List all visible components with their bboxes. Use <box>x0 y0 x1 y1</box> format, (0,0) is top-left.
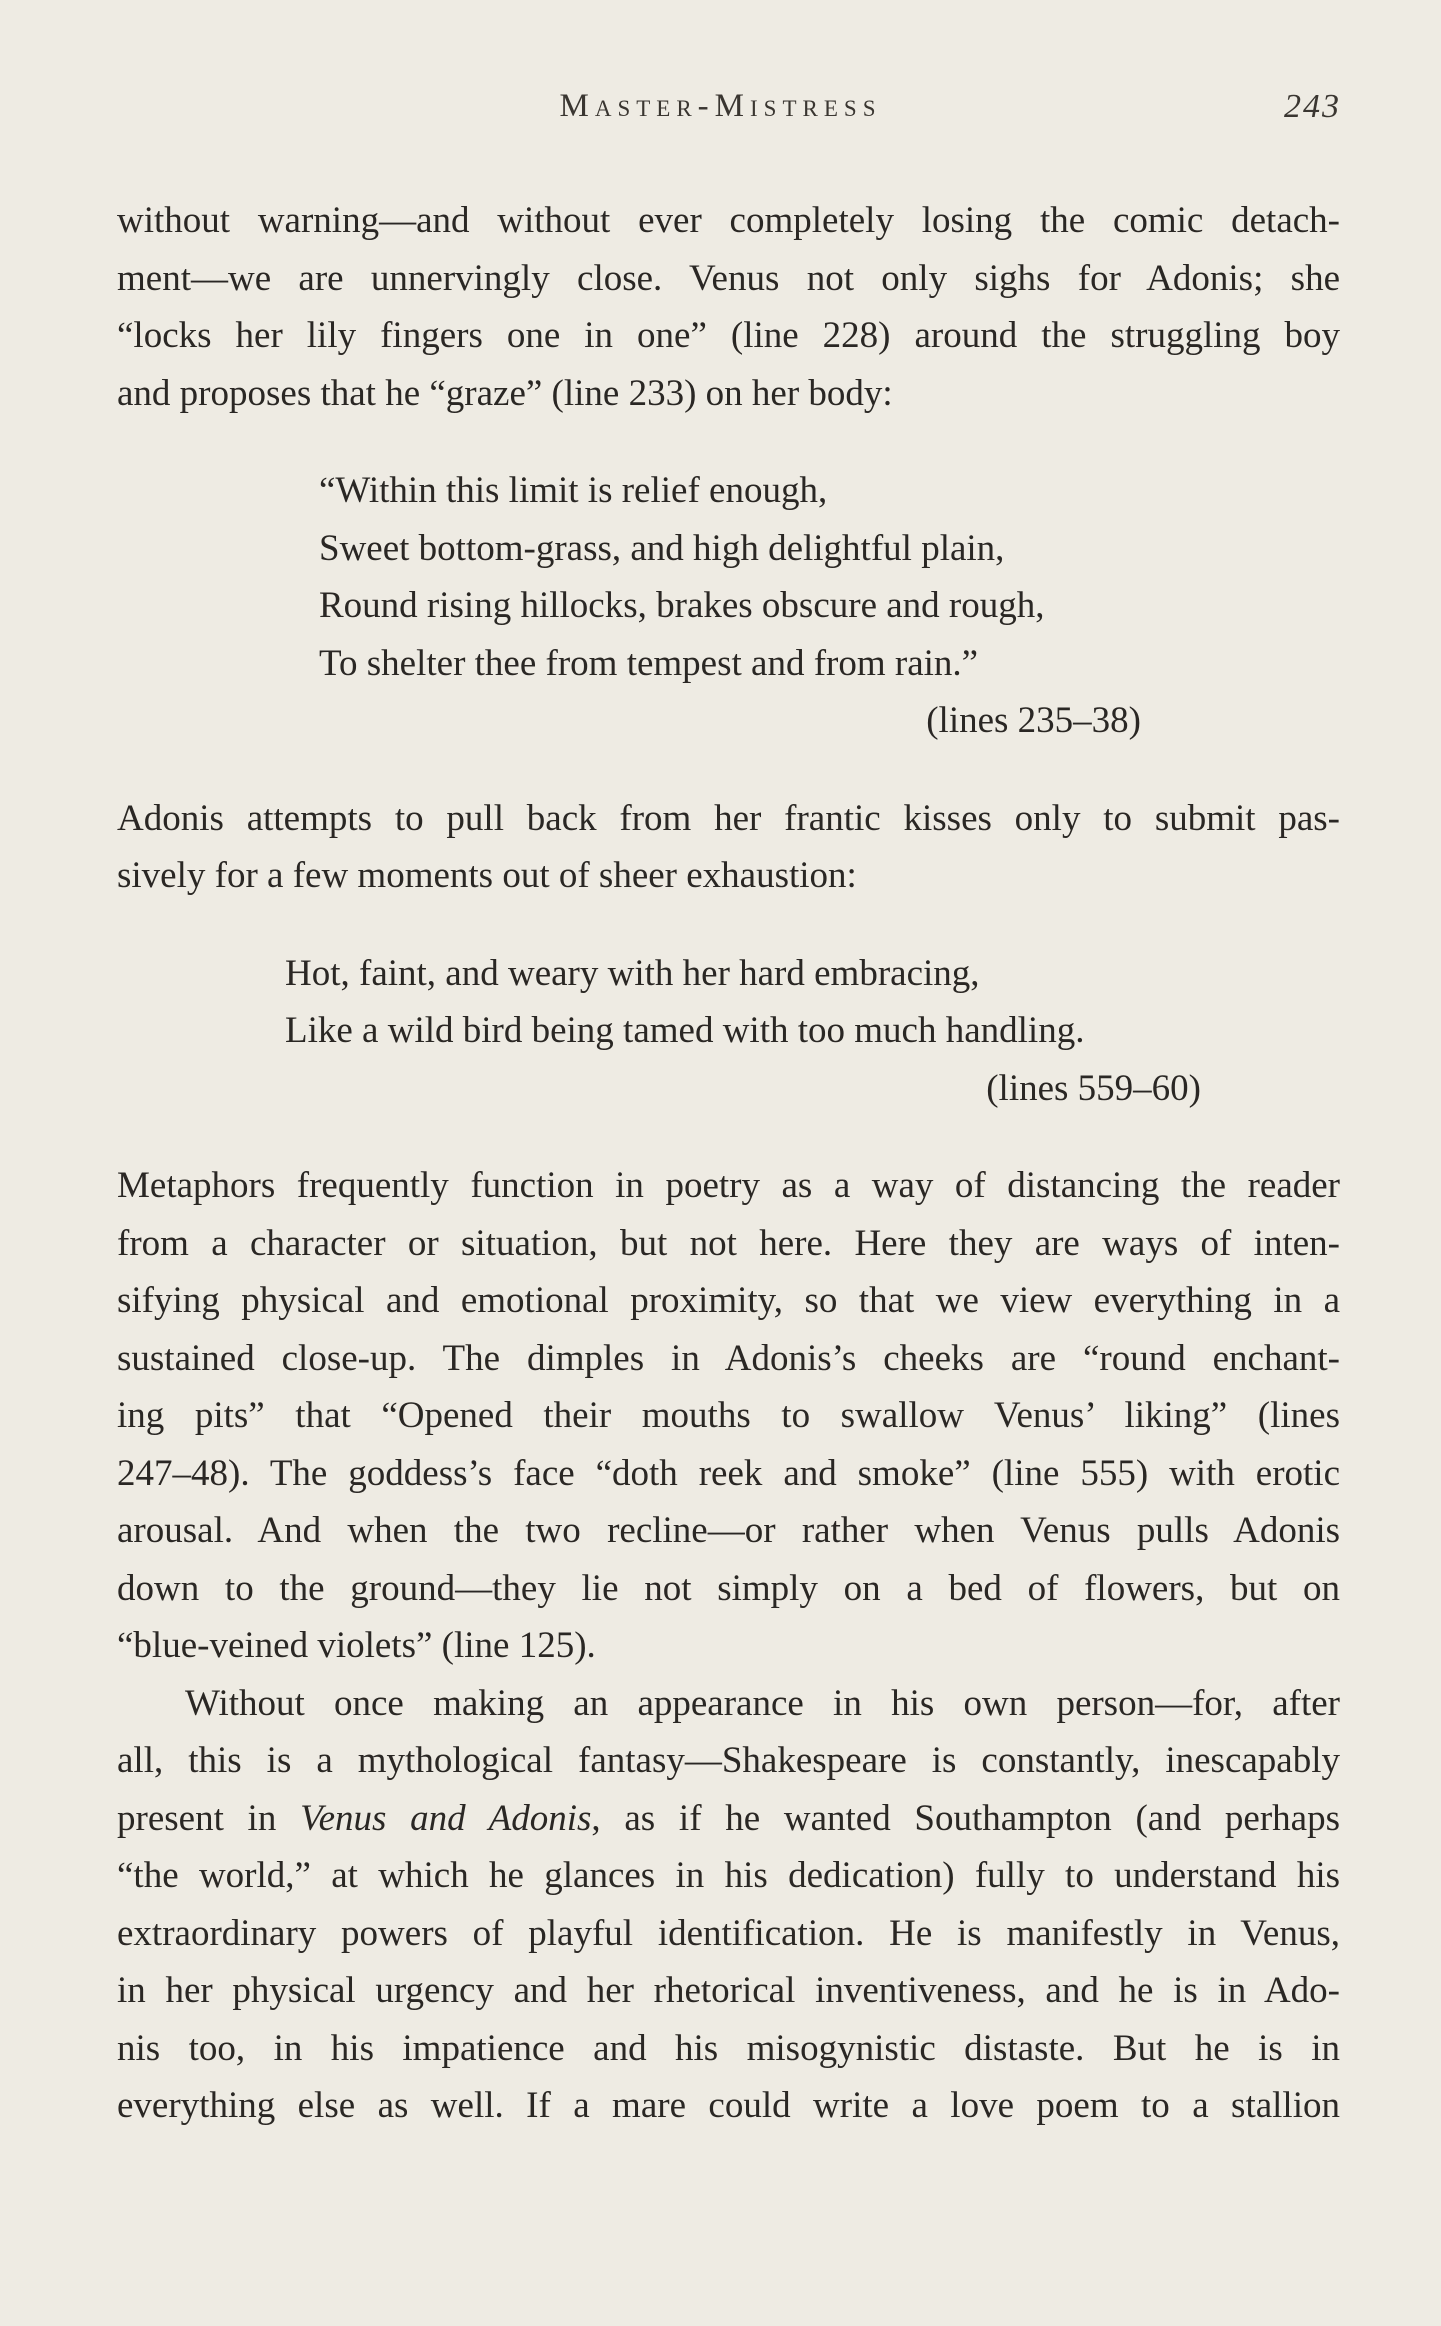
text-line: sively for a few moments out of sheer exhaustion: <box>117 855 857 896</box>
verse-line: “Within this limit is relief enough, <box>319 470 828 511</box>
page-number: 243 <box>1284 88 1341 125</box>
verse-line: Sweet bottom-grass, and high delightful plain, <box>319 527 1005 569</box>
text-line: without warning—and without ever completely losing the comic detach- <box>117 200 1340 241</box>
text-line: Without once making an appearance in his own person—for, after <box>185 1682 1340 1724</box>
text-line: 247–48). The goddess’s face “doth reek and smoke” (line 555) with erotic <box>117 1452 1340 1494</box>
block-quote-1 <box>319 462 1141 750</box>
text-line: “blue-veined violets” (line 125). <box>117 1625 596 1666</box>
text-line: all, this is a mythological fantasy—Shakespeare is constantly, inescapably <box>117 1740 1340 1781</box>
text-line: in her physical urgency and her rhetorical inventiveness, and he is in Ado- <box>117 1970 1340 2011</box>
running-title: Master-Mistress <box>559 88 882 124</box>
body-text <box>117 192 1340 2135</box>
text-line: everything else as well. If a mare could write a love poem to a stallion <box>117 2085 1340 2126</box>
paragraph-1 <box>117 192 1340 422</box>
text-line: extraordinary powers of playful identification. He is manifestly in Venus, <box>117 1912 1340 1954</box>
text-line: sustained close-up. The dimples in Adonis’s cheeks are “round enchant- <box>117 1337 1340 1379</box>
work-title: Venus and Adonis <box>300 1797 592 1839</box>
verse-line: Like a wild bird being tamed with too much handling. <box>285 1010 1085 1051</box>
running-head <box>0 88 1441 138</box>
quote-citation: (lines 559–60) <box>986 1067 1201 1109</box>
quote-citation: (lines 235–38) <box>926 700 1141 741</box>
text-fragment: , as if he wanted Southampton (and perhaps <box>591 1797 1341 1839</box>
text-line: ing pits” that “Opened their mouths to swallow Venus’ liking” (lines <box>117 1395 1340 1436</box>
paragraph-3 <box>117 1157 1340 1675</box>
text-line: nis too, in his impatience and his misogynistic distaste. But he is in <box>117 2027 1340 2069</box>
text-line <box>117 1790 1340 1848</box>
text-line: from a character or situation, but not here. Here they are ways of inten- <box>117 1222 1340 1264</box>
text-line: Adonis attempts to pull back from her frantic kisses only to submit pas- <box>117 797 1340 839</box>
verse-line: To shelter thee from tempest and from rain.” <box>319 642 979 684</box>
paragraph-2 <box>117 790 1340 905</box>
text-fragment: present in <box>117 1797 301 1839</box>
verse-line: Round rising hillocks, brakes obscure and rough, <box>319 585 1045 626</box>
paragraph-4 <box>117 1675 1340 2135</box>
verse-line: Hot, faint, and weary with her hard embracing, <box>285 952 980 994</box>
block-quote-2 <box>285 945 1201 1118</box>
text-line: down to the ground—they lie not simply on a bed of flowers, but on <box>117 1567 1340 1609</box>
text-line: ment—we are unnervingly close. Venus not only sighs for Adonis; she <box>117 257 1340 299</box>
text-line: sifying physical and emotional proximity, so that we view everything in a <box>117 1280 1340 1321</box>
text-line: Metaphors frequently function in poetry as a way of distancing the reader <box>117 1165 1340 1206</box>
text-line: and proposes that he “graze” (line 233) on her body: <box>117 372 893 414</box>
text-line: arousal. And when the two recline—or rather when Venus pulls Adonis <box>117 1510 1340 1551</box>
text-line: “the world,” at which he glances in his dedication) fully to understand his <box>117 1855 1340 1896</box>
text-line: “locks her lily fingers one in one” (line 228) around the struggling boy <box>117 315 1340 356</box>
